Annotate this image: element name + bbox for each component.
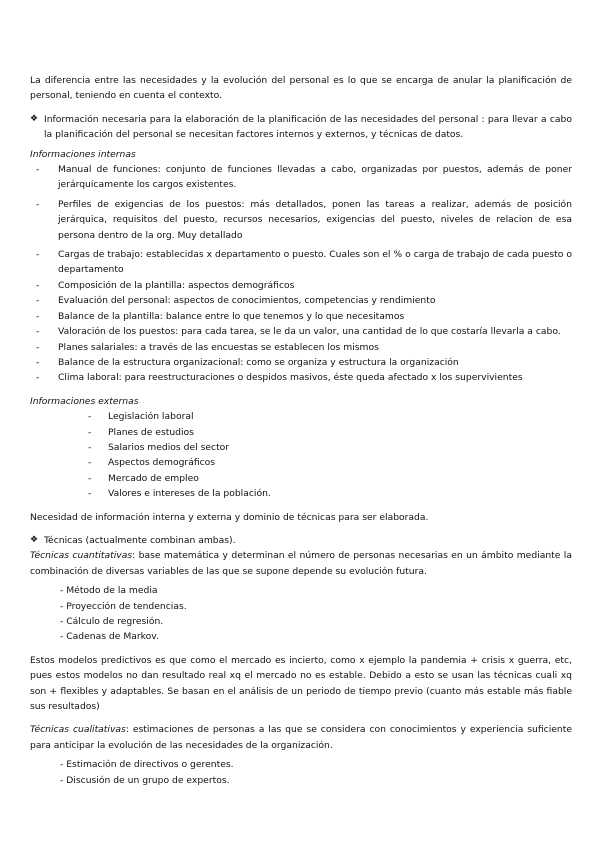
- cualitativas-paragraph: Técnicas cualitativas: estimaciones de personas a las que se considera con conocimientos y experiencia suficiente para anticipar la evolución de las necesidades de la organización.: [30, 724, 572, 751]
- list-item: - Método de la media: [60, 585, 158, 597]
- tecnicas-bullet-text: Técnicas (actualmente combinan ambas).: [44, 534, 236, 546]
- list-item: - Clima laboral: para reestructuraciones o despidos masivos, éste queda afectado x los supervivientes: [36, 372, 523, 384]
- list-item: - Legislación laboral: [88, 411, 194, 423]
- list-item: - Evaluación del personal: aspectos de conocimientos, competencias y rendimiento: [36, 295, 436, 307]
- list-item: - Balance de la estructura organizacional: como se organiza y estructura la organización: [36, 356, 459, 368]
- list-item: - Planes salariales: a través de las encuestas se establecen los mismos: [36, 341, 379, 353]
- modelos-paragraph: Estos modelos predictivos es que como el mercado es incierto, como x ejemplo la pandemia + crisis x guerra, etc, pues estos modelos no dan resultado real xq el mercado no es estable. Debido a esto se usan las técnicas cuali xq son + flexibles y adaptables. Se basan en el análisis de un periodo de tiempo previo (cuanto más estable más fiable sus resultados): [30, 654, 572, 713]
- intro-paragraph: La diferencia entre las necesidades y la evolución del personal es lo que se encarga de anular la planificación de personal, teniendo en cuenta el contexto.: [30, 75, 572, 102]
- tecnicas-bullet: [30, 533, 572, 548]
- list-item: - Balance de la plantilla: balance entre lo que tenemos y lo que necesitamos: [36, 310, 405, 322]
- list-item: - Cadenas de Markov.: [60, 631, 159, 643]
- cualitativas-label: Técnicas cualitativas: [30, 724, 126, 736]
- list-item: - Manual de funciones: conjunto de funciones llevadas a cabo, organizadas por puestos, además de poner jerárquicamente los cargos existentes.: [36, 164, 572, 191]
- cualitativas-list: [30, 757, 572, 788]
- cuantitativas-label: Técnicas cuantitativas: [30, 550, 133, 562]
- info-bullet-text: Información necesaria para la elaboración de la planificación de las necesidades del personal : para llevar a cabo la planificación del personal se necesitan factores internos y externos, y técnicas de datos.: [44, 113, 572, 141]
- list-item: - Planes de estudios: [88, 426, 194, 438]
- list-item: - Salarios medios del sector: [88, 441, 230, 453]
- externas-heading: Informaciones externas: [30, 395, 139, 407]
- diamond-bullet-icon: ❖: [30, 534, 39, 545]
- cuantitativas-list: [30, 583, 572, 645]
- list-item: - Estimación de directivos o gerentes.: [60, 759, 234, 771]
- externas-list: [30, 409, 572, 501]
- list-item: - Valores e intereses de la población.: [88, 488, 271, 500]
- cuantitativas-paragraph: Técnicas cuantitativas: base matemática y determinan el número de personas necesarias en un ámbito mediante la combinación de diversas variables de las que se supone depende su evolución futura.: [30, 550, 572, 577]
- info-bullet: [30, 112, 572, 143]
- list-item: - Valoración de los puestos: para cada tarea, se le da un valor, una cantidad de lo que costaría llevarla a cabo.: [36, 326, 561, 338]
- list-item: - Proyección de tendencias.: [60, 600, 187, 612]
- list-item: - Mercado de empleo: [88, 472, 199, 484]
- necesidad-paragraph: Necesidad de información interna y externa y dominio de técnicas para ser elaborada.: [30, 511, 429, 523]
- diamond-bullet-icon: ❖: [30, 113, 39, 124]
- list-item: - Cargas de trabajo: establecidas x departamento o puesto. Cuales son el % o carga de trabajo de cada puesto o departamento: [36, 249, 572, 276]
- internas-list: [30, 162, 572, 386]
- list-item: - Composición de la plantilla: aspectos demográficos: [36, 279, 295, 291]
- list-item: - Perfiles de exigencias de los puestos: más detallados, ponen las tareas a realizar, además de posición jerárquica, requisitos del puesto, recursos necesarios, exigencias del puesto, niveles de relacion de esa persona dentro de la org. Muy detallado: [36, 198, 572, 241]
- list-item: - Cálculo de regresión.: [60, 616, 164, 627]
- document-page: [30, 73, 572, 788]
- list-item: - Aspectos demográficos: [88, 457, 216, 469]
- list-item: - Discusión de un grupo de expertos.: [60, 774, 230, 786]
- internas-heading: Informaciones internas: [30, 148, 136, 160]
